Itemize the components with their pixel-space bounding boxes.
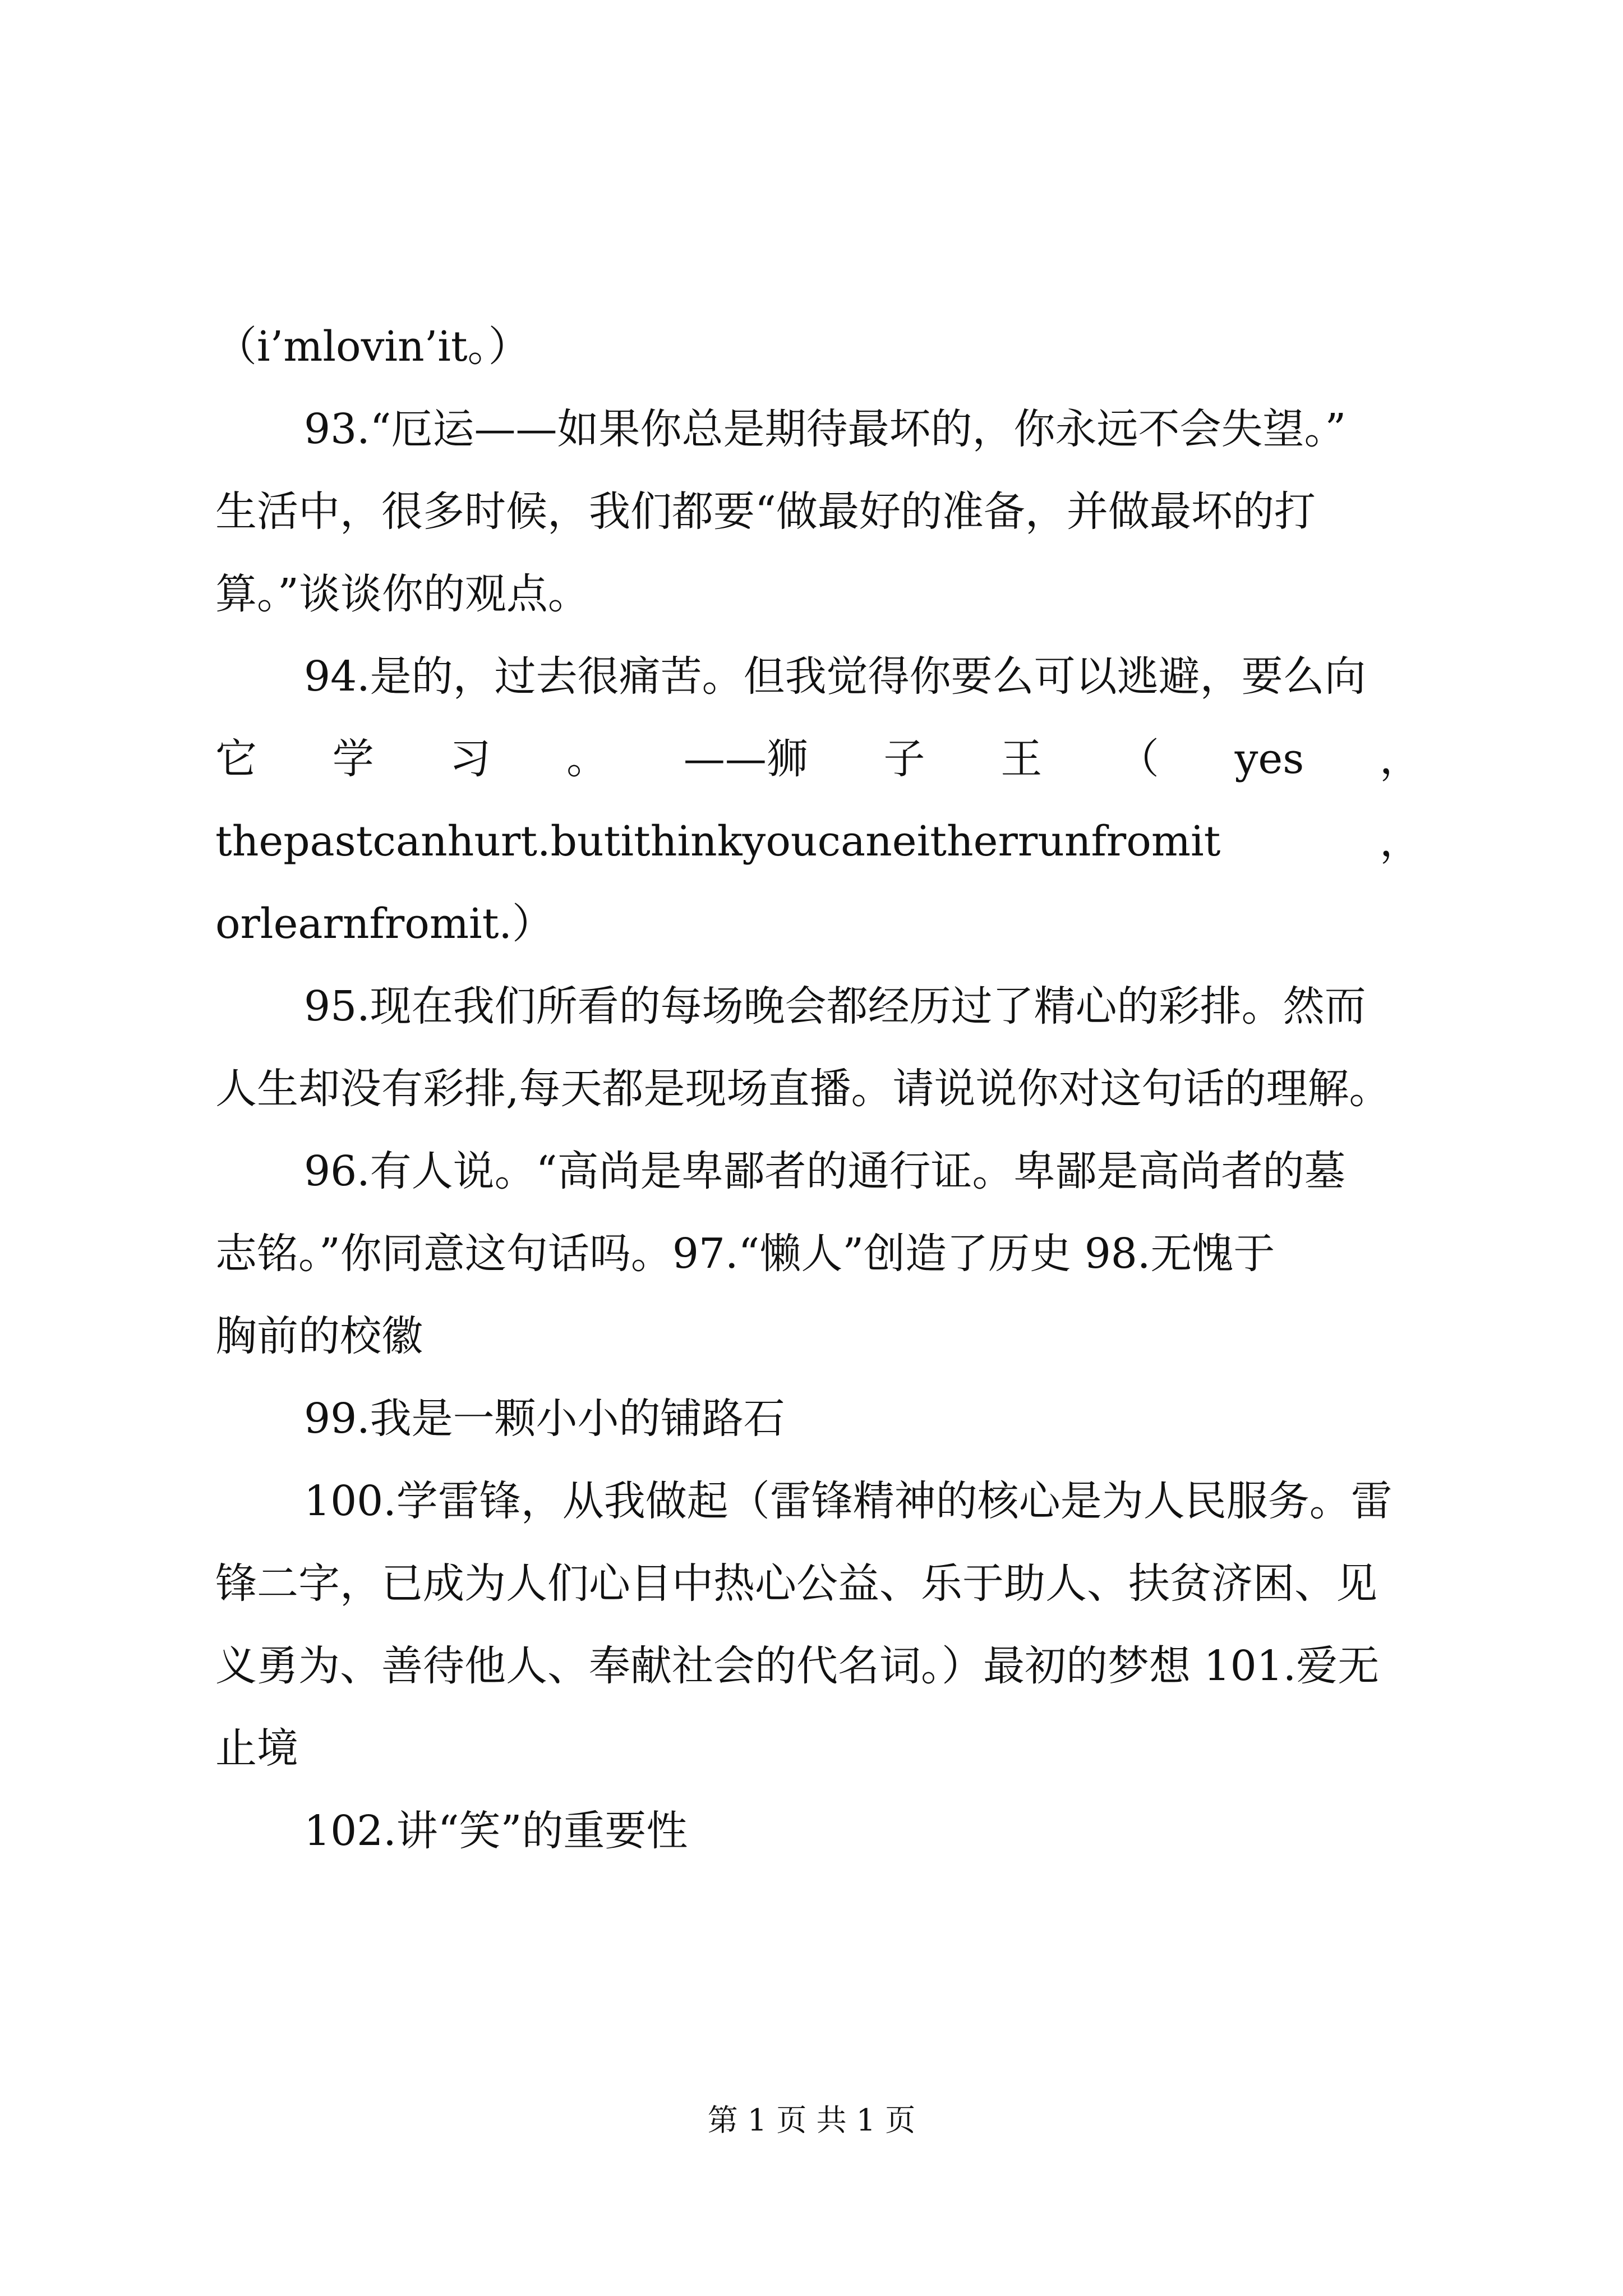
justified-word: ——狮	[683, 735, 808, 783]
justified-word: （	[1117, 735, 1159, 783]
item-100: 100.学雷锋，从我做起（雷锋精神的核心是为人民服务。雷	[304, 1477, 1393, 1525]
text-line: 胸前的校徽	[215, 1312, 423, 1360]
page-footer: 第 1 页 共 1 页	[707, 2102, 916, 2138]
item-99: 99.我是一颗小小的铺路石	[304, 1395, 785, 1443]
item-96: 96.有人说。“高尚是卑鄙者的通行证。卑鄙是高尚者的墓	[304, 1147, 1346, 1195]
justified-word: ，	[1380, 817, 1421, 866]
item-102: 102.讲“笑”的重要性	[304, 1807, 688, 1855]
justified-word: 子	[883, 735, 925, 783]
justified-word: 学	[332, 735, 374, 783]
item-93: 93.“厄运——如果你总是期待最坏的，你永远不会失望。”	[304, 405, 1347, 453]
item-95: 95.现在我们所看的每场晚会都经历过了精心的彩排。然而	[304, 982, 1366, 1030]
text-line: thepastcanhurt.butithinkyoucaneitherrunfromit	[215, 817, 1221, 866]
justified-line	[215, 800, 1421, 883]
document-body	[215, 306, 1421, 1872]
text-line: 志铭。”你同意这句话吗。97.“懒人”创造了历史 98.无愧于	[215, 1230, 1275, 1278]
justified-word: 它	[215, 735, 257, 783]
text-line: orlearnfromit.）	[215, 900, 554, 948]
justified-word: 王	[1000, 735, 1043, 783]
text-line: 人生却没有彩排,每天都是现场直播。请说说你对这句话的理解。	[215, 1065, 1391, 1113]
text-line: （i’mlovin’it。）	[215, 323, 530, 371]
text-line: 算。”谈谈你的观点。	[215, 570, 589, 618]
text-line: 义勇为、善待他人、奉献社会的代名词。）最初的梦想 101.爱无	[215, 1642, 1380, 1690]
text-line: 锋二字，已成为人们心目中热心公益、乐于助人、扶贫济困、见	[215, 1559, 1377, 1608]
justified-word: yes	[1234, 735, 1304, 783]
justified-word: ，	[1379, 735, 1421, 783]
text-line: 生活中，很多时候，我们都要“做最好的准备，并做最坏的打	[215, 487, 1316, 536]
text-line: 止境	[215, 1724, 298, 1773]
item-94: 94.是的，过去很痛苦。但我觉得你要么可以逃避，要么向	[304, 652, 1366, 701]
justified-line	[215, 718, 1421, 800]
justified-word: 。	[566, 735, 608, 783]
justified-word: 习	[449, 735, 491, 783]
